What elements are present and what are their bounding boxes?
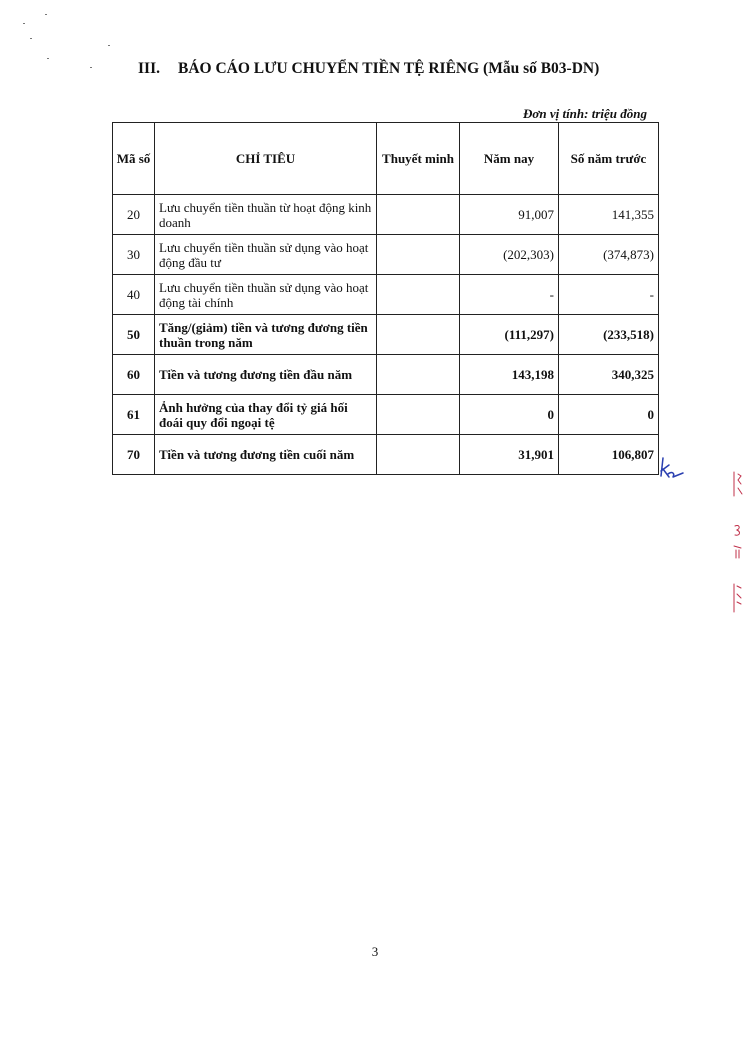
unit-label: Đơn vị tính: triệu đồng — [522, 106, 647, 121]
row-prior-year: - — [559, 275, 659, 315]
row-code: 30 — [113, 235, 155, 275]
row-item: Ảnh hưởng của thay đổi tỷ giá hối đoái quy đổi ngoại tệ — [155, 395, 377, 435]
signature-initials-icon — [657, 456, 689, 482]
row-current-year: 31,901 — [460, 435, 559, 475]
row-current-year: (111,297) — [460, 315, 559, 355]
row-note — [377, 235, 460, 275]
row-prior-year: 0 — [559, 395, 659, 435]
scan-speck — [47, 58, 49, 59]
row-code: 60 — [113, 355, 155, 395]
row-current-year: 0 — [460, 395, 559, 435]
scan-speck — [30, 38, 32, 39]
row-code: 50 — [113, 315, 155, 355]
table-row — [113, 195, 659, 235]
row-code: 20 — [113, 195, 155, 235]
section-title: BÁO CÁO LƯU CHUYỂN TIỀN TỆ RIÊNG (Mẫu số B03-DN) — [178, 60, 600, 77]
row-prior-year: (374,873) — [559, 235, 659, 275]
row-item: Lưu chuyển tiền thuần sử dụng vào hoạt động tài chính — [155, 275, 377, 315]
scan-speck — [90, 67, 92, 68]
row-current-year: 91,007 — [460, 195, 559, 235]
row-code: 70 — [113, 435, 155, 475]
row-current-year: - — [460, 275, 559, 315]
scan-speck — [23, 23, 25, 24]
row-note — [377, 435, 460, 475]
table-row — [113, 395, 659, 435]
row-note — [377, 195, 460, 235]
header-item: CHỈ TIÊU — [155, 123, 377, 195]
row-code: 61 — [113, 395, 155, 435]
row-item: Tiền và tương đương tiền cuối năm — [155, 435, 377, 475]
row-current-year: (202,303) — [460, 235, 559, 275]
header-note: Thuyết minh — [377, 123, 460, 195]
row-prior-year: 141,355 — [559, 195, 659, 235]
margin-stamp-marks-icon — [730, 466, 746, 616]
table-row — [113, 355, 659, 395]
table-header-row — [113, 123, 659, 195]
header-prior-year: Số năm trước — [559, 123, 659, 195]
report-title — [138, 60, 698, 78]
row-item: Lưu chuyển tiền thuần sử dụng vào hoạt động đầu tư — [155, 235, 377, 275]
row-code: 40 — [113, 275, 155, 315]
row-item: Tiền và tương đương tiền đầu năm — [155, 355, 377, 395]
row-prior-year: 106,807 — [559, 435, 659, 475]
scan-speck — [108, 45, 110, 46]
row-prior-year: 340,325 — [559, 355, 659, 395]
table-row — [113, 435, 659, 475]
table-row — [113, 235, 659, 275]
header-current-year: Năm nay — [460, 123, 559, 195]
row-item: Tăng/(giảm) tiền và tương đương tiền thuần trong năm — [155, 315, 377, 355]
row-current-year: 143,198 — [460, 355, 559, 395]
row-note — [377, 355, 460, 395]
page-number: 3 — [371, 944, 379, 959]
row-note — [377, 395, 460, 435]
header-code: Mã số — [113, 123, 155, 195]
cash-flow-table — [112, 122, 659, 475]
row-prior-year: (233,518) — [559, 315, 659, 355]
scan-speck — [45, 14, 47, 15]
table-row — [113, 275, 659, 315]
row-note — [377, 275, 460, 315]
row-item: Lưu chuyển tiền thuần từ hoạt động kinh doanh — [155, 195, 377, 235]
section-number: III. — [138, 60, 160, 77]
table-row — [113, 315, 659, 355]
row-note — [377, 315, 460, 355]
